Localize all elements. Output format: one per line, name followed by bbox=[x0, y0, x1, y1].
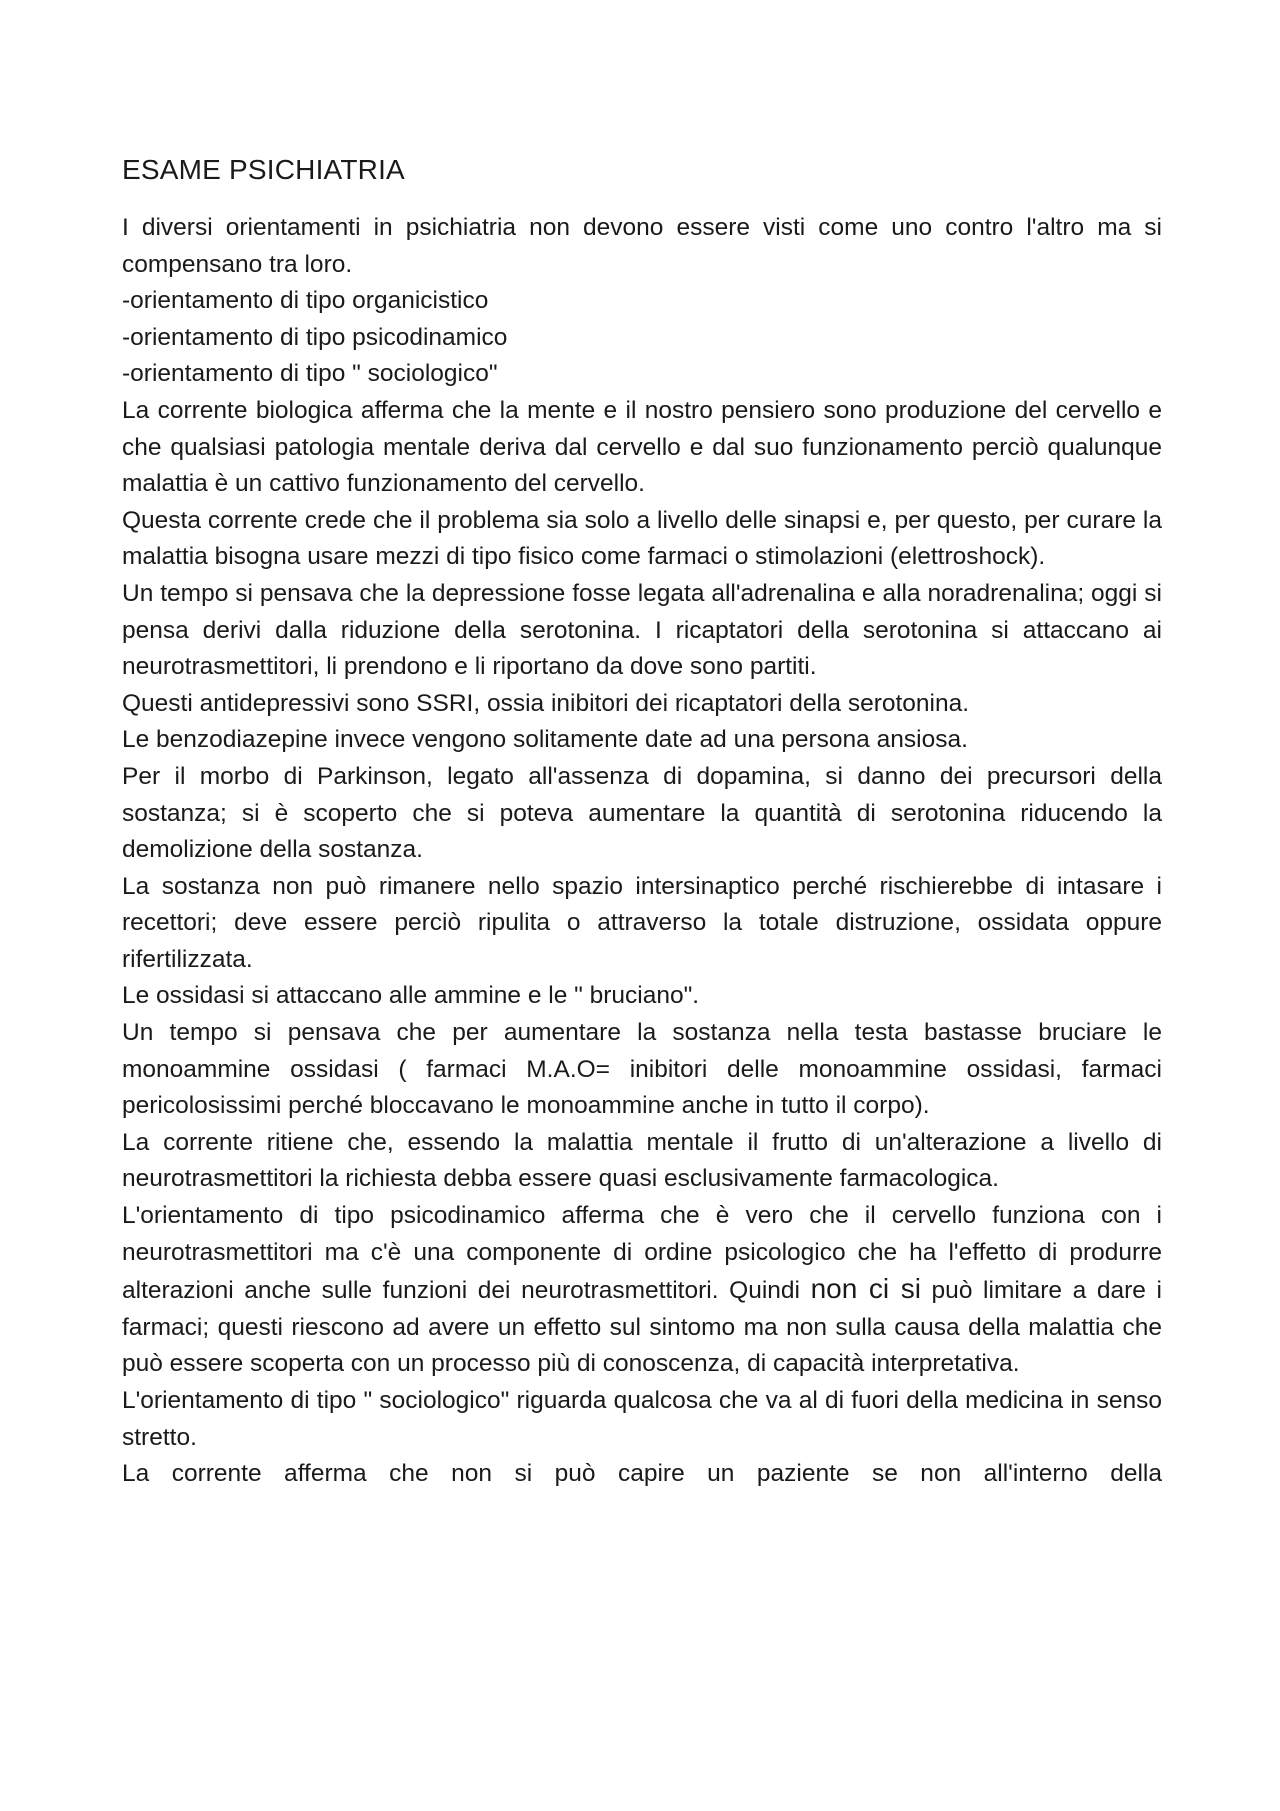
paragraph-farmacologica: La corrente ritiene che, essendo la malattia mentale il frutto di un'alterazione a livello di neurotrasmettitori la richiesta debba essere quasi esclusivamente farmacologica. bbox=[122, 1128, 1162, 1193]
paragraph-depressione: Un tempo si pensava che la depressione fosse legata all'adrenalina e alla noradrenalina; oggi si pensa derivi dalla riduzione della serotonina. I ricaptatori della serotonina si attaccano ai neurotrasmettitori, li prendono e li riportano da dove sono partiti. bbox=[122, 579, 1162, 681]
paragraph-ssri: Questi antidepressivi sono SSRI, ossia inibitori dei ricaptatori della serotonina. bbox=[122, 689, 970, 717]
document-body bbox=[122, 152, 1162, 1493]
psico-text-after: può limitare a dare i farmaci; questi riescono ad avere un effetto sul sintomo ma non sulla causa della malattia che può essere scoperta con un processo più di conoscenza, di capacità interpretativa. bbox=[122, 1277, 1162, 1378]
page-title: ESAME PSICHIATRIA bbox=[122, 154, 405, 185]
list-item-psicodinamico: -orientamento di tipo psicodinamico bbox=[122, 323, 508, 351]
intro-paragraph: I diversi orientamenti in psichiatria non devono essere visti come uno contro l'altro ma si compensano tra loro. bbox=[122, 214, 1162, 278]
psico-text-large: non ci si bbox=[810, 1273, 921, 1305]
paragraph-benzodiazepine: Le benzodiazepine invece vengono solitamente date ad una persona ansiosa. bbox=[122, 726, 968, 754]
paragraph-ossidasi: Le ossidasi si attaccano alle ammine e le " bruciano". bbox=[122, 982, 700, 1010]
paragraph-parkinson: Per il morbo di Parkinson, legato all'assenza di dopamina, si danno dei precursori della sostanza; si è scoperto che si poteva aumentare la quantità di serotonina riducendo la demolizione della sostanza. bbox=[122, 762, 1162, 864]
paragraph-paziente: La corrente afferma che non si può capire un paziente se non all'interno della bbox=[122, 1460, 1162, 1488]
paragraph-sinapsi: Questa corrente crede che il problema sia solo a livello delle sinapsi e, per questo, per curare la malattia bisogna usare mezzi di tipo fisico come farmaci o stimolazioni (elettroshock). bbox=[122, 506, 1162, 571]
list-item-organicistico: -orientamento di tipo organicistico bbox=[122, 287, 489, 315]
paragraph-mao: Un tempo si pensava che per aumentare la sostanza nella testa bastasse bruciare le monoammine ossidasi ( farmaci M.A.O= inibitori delle monoammine ossidasi, farmaci pericolosissimi perché bloccavano le monoammine anche in tutto il corpo). bbox=[122, 1019, 1162, 1120]
list-item-sociologico: -orientamento di tipo " sociologico" bbox=[122, 360, 498, 388]
paragraph-sociologico: L'orientamento di tipo " sociologico" riguarda qualcosa che va al di fuori della medicina in senso stretto. bbox=[122, 1387, 1162, 1451]
psico-text-before: L'orientamento di tipo psicodinamico afferma che è vero che il cervello funziona con i neurotrasmettitori ma c'è una componente di ordine psicologico che ha l'effetto di produrre alterazioni anche sulle funzioni dei neurotrasmettitori. Quindi bbox=[122, 1202, 1162, 1305]
paragraph-psicodinamico bbox=[122, 1198, 1162, 1383]
paragraph-corrente-biologica: La corrente biologica afferma che la mente e il nostro pensiero sono produzione del cervello e che qualsiasi patologia mentale deriva dal cervello e dal suo funzionamento perciò qualunque malattia è un cattivo funzionamento del cervello. bbox=[122, 396, 1162, 498]
paragraph-spazio-intersinaptico: La sostanza non può rimanere nello spazio intersinaptico perché rischierebbe di intasare i recettori; deve essere perciò ripulita o attraverso la totale distruzione, ossidata oppure rifertilizzata. bbox=[122, 872, 1162, 973]
